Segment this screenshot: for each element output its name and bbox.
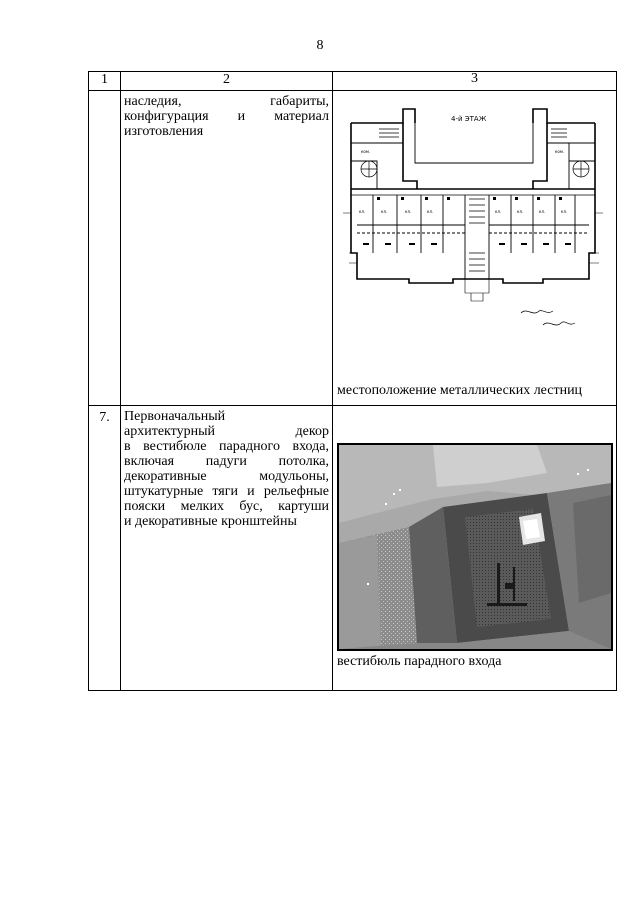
header-col-2: 2 (121, 72, 333, 91)
row-number (89, 91, 121, 406)
row-figure-cell (333, 91, 617, 406)
description-line: декоративные модульоны, (124, 469, 329, 484)
plan-floor-label: 4-й ЭТАЖ (451, 115, 487, 123)
description-line: включая падуги потолка, (124, 454, 329, 469)
table-header-row (89, 72, 617, 91)
svg-text:ком.: ком. (555, 149, 565, 154)
heritage-table (88, 71, 617, 691)
description-line: наследия, габариты, (124, 94, 329, 109)
svg-text:кл.: кл. (381, 209, 388, 214)
description-line: в вестибюле парадного входа, (124, 439, 329, 454)
header-col-3: 3 (333, 72, 617, 91)
svg-text:ком.: ком. (361, 149, 371, 154)
description-line: штукатурные тяги и рельефные (124, 484, 329, 499)
description-line: архитектурный декор (124, 424, 329, 439)
svg-text:кл.: кл. (495, 209, 502, 214)
table-row (89, 406, 617, 691)
description-line: конфигурация и материал (124, 109, 329, 124)
svg-text:кл.: кл. (561, 209, 568, 214)
svg-text:кл.: кл. (427, 209, 434, 214)
row-number: 7. (89, 406, 121, 691)
vestibule-photo-caption: вестибюль парадного входа (337, 654, 502, 669)
description-line: изготовления (124, 124, 204, 139)
page-number: 8 (316, 38, 324, 53)
vestibule-photo-image (337, 443, 613, 651)
svg-text:кл.: кл. (405, 209, 412, 214)
svg-text:кл.: кл. (539, 209, 546, 214)
header-col-1: 1 (89, 72, 121, 91)
floor-plan-image (343, 103, 607, 339)
row-description (121, 406, 333, 691)
svg-text:кл.: кл. (517, 209, 524, 214)
floor-plan-caption: местоположение металлических лестниц (337, 383, 583, 398)
floor-plan-figure (333, 91, 617, 401)
description-line: Первоначальный (124, 409, 226, 424)
svg-text:кл.: кл. (359, 209, 366, 214)
row-description (121, 91, 333, 406)
vestibule-photo-figure (333, 406, 617, 686)
table-row (89, 91, 617, 406)
description-line: и декоративные кронштейны (124, 514, 297, 529)
description-line: пояски мелких бус, картуши (124, 499, 329, 514)
row-figure-cell (333, 406, 617, 691)
